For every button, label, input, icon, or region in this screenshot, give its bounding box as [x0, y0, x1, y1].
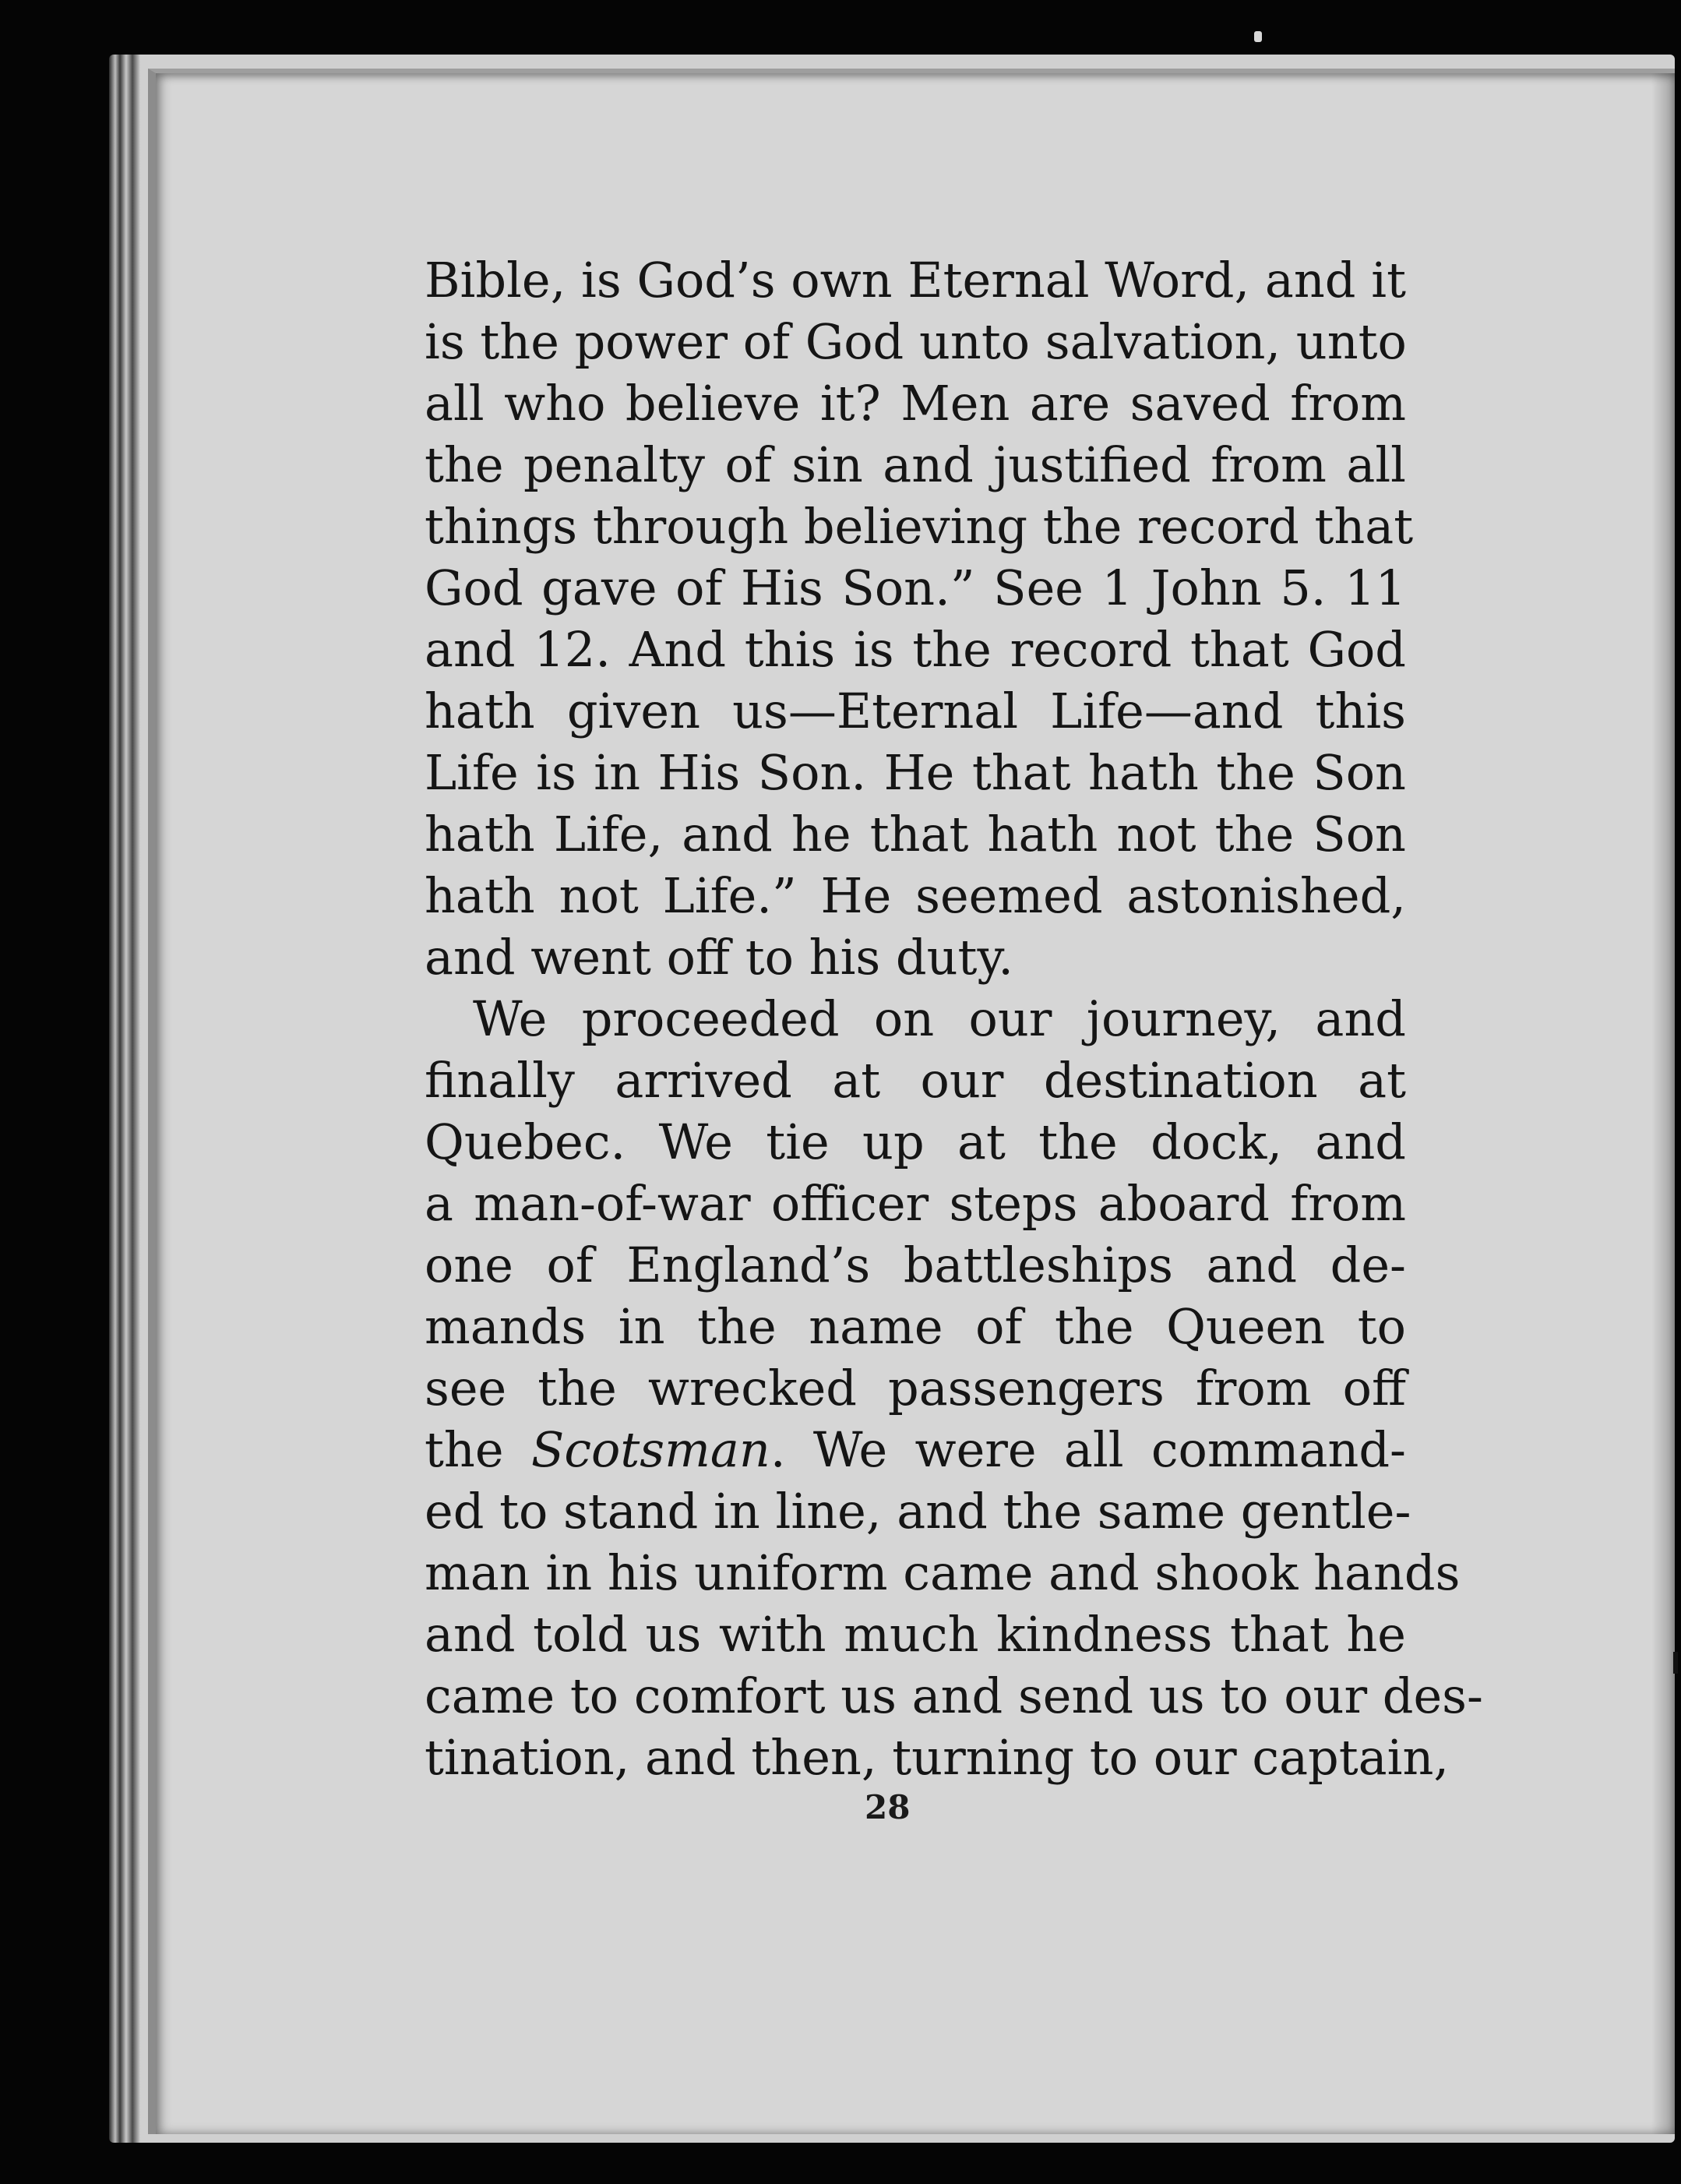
- text-line: mands in the name of the Queen to: [425, 1298, 1406, 1355]
- text-line: tination, and then, turning to our captain,: [425, 1729, 1450, 1786]
- edge-mark: [1673, 1652, 1678, 1674]
- text-line: Bible, is God’s own Eternal Word, and it: [425, 252, 1406, 309]
- text-line: a man-of-war officer steps aboard from: [425, 1175, 1406, 1232]
- body-text: [425, 249, 1483, 1788]
- text-line: and told us with much kindness that he: [425, 1606, 1406, 1663]
- text-line: man in his uniform came and shook hands: [425, 1544, 1461, 1601]
- text-line: all who believe it? Men are saved from: [425, 375, 1406, 432]
- text-line: see the wrecked passengers from off: [425, 1360, 1406, 1417]
- ship-name: Scotsman: [530, 1421, 770, 1478]
- page-number: 28: [865, 1788, 911, 1826]
- text-line: hath Life, and he that hath not the Son: [425, 806, 1406, 863]
- text-line: is the power of God unto salvation, unto: [425, 313, 1407, 370]
- text-line: God gave of His Son.” See 1 John 5. 11: [425, 559, 1406, 616]
- text-line: and went off to his duty.: [425, 929, 1013, 986]
- text-line: finally arrived at our destination at: [425, 1052, 1406, 1109]
- text-line: the penalty of sin and justified from all: [425, 436, 1406, 493]
- film-speck: [1254, 31, 1262, 42]
- text-line: things through believing the record that: [425, 498, 1414, 555]
- page-shadow: [1651, 73, 1675, 2134]
- text-line: Quebec. We tie up at the dock, and: [425, 1113, 1406, 1170]
- text-line: Life is in His Son. He that hath the Son: [425, 744, 1406, 801]
- text-line-with-ship-name: [425, 1419, 1406, 1480]
- text-line: came to comfort us and send us to our des-: [425, 1667, 1483, 1724]
- text-line: one of England’s battleships and de-: [425, 1237, 1406, 1293]
- text-line: and 12. And this is the record that God: [425, 621, 1406, 678]
- text-line: hath given us—Eternal Life—and this: [425, 683, 1406, 739]
- text-line: We proceeded on our journey, and: [473, 990, 1406, 1047]
- text-line: ed to stand in line, and the same gentle-: [425, 1483, 1411, 1540]
- text-segment: . We were all command-: [770, 1421, 1407, 1478]
- text-segment: the: [425, 1421, 531, 1478]
- text-line: hath not Life.” He seemed astonished,: [425, 867, 1406, 924]
